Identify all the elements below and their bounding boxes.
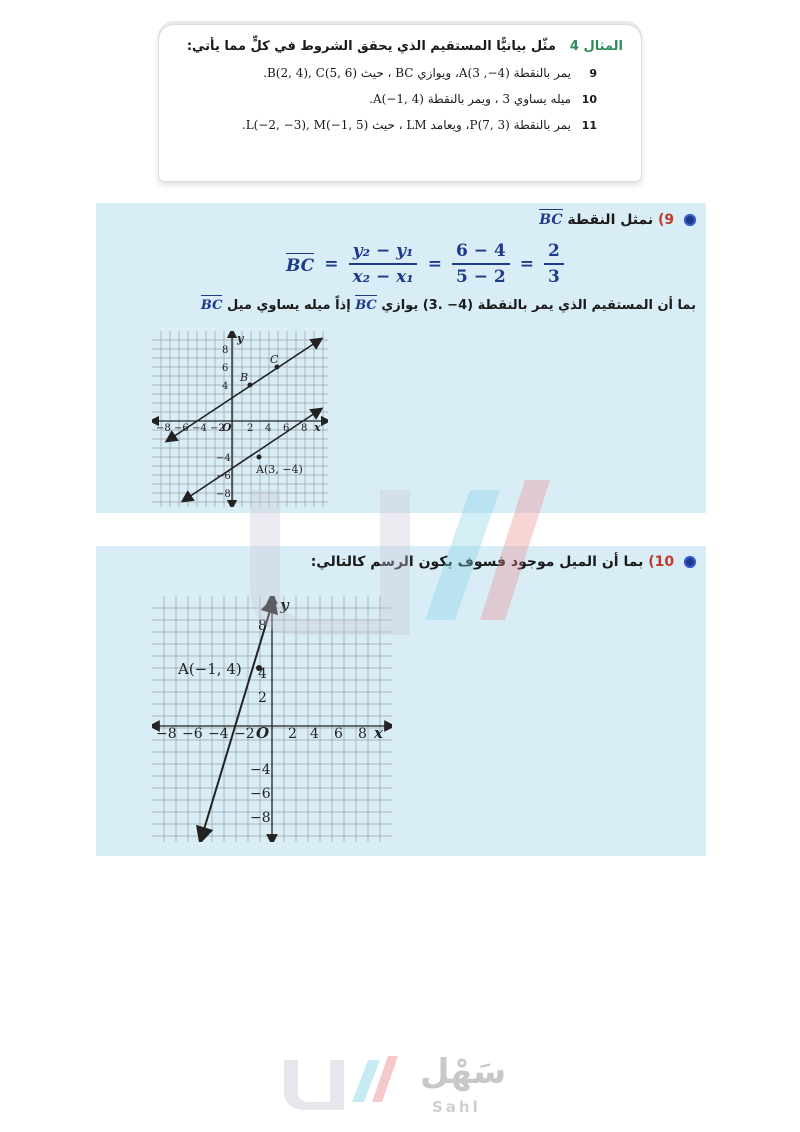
equals-sign: = xyxy=(427,254,442,274)
fraction xyxy=(452,241,510,287)
tick-label-x: 2 xyxy=(288,726,297,742)
bc-vector: BC xyxy=(201,295,223,313)
tick-label-x: −8 xyxy=(156,423,171,434)
exercise-text: ميله يساوي 3 ، ويمر بالنقطة A(−1, 4). xyxy=(369,92,571,106)
tick-label-y: 6 xyxy=(222,363,229,374)
example-label: المثال 4 xyxy=(569,39,623,54)
tick-label-x: 6 xyxy=(283,423,290,434)
tick-label-x: −6 xyxy=(174,423,189,434)
tick-label-y: 2 xyxy=(258,690,267,706)
example-title: مثّل بيانيًّا المستقيم الذي يحقق الشروط في كلٍّ مما يأتي: xyxy=(186,39,556,54)
watermark-logo xyxy=(240,470,560,640)
watermark-small-logo xyxy=(280,1052,400,1112)
exercise-number: 10 xyxy=(581,93,597,106)
fraction-denominator: 5 − 2 xyxy=(455,267,506,287)
fraction xyxy=(544,241,564,287)
solution-9-heading xyxy=(539,209,696,228)
fraction-numerator: 2 xyxy=(544,241,564,265)
tick-label-y: −6 xyxy=(250,786,271,802)
solution-number: 9) xyxy=(657,212,675,228)
bullet-icon xyxy=(684,556,696,568)
watermark-latin: Sahl xyxy=(432,1098,481,1116)
tick-label-x: 8 xyxy=(301,423,308,434)
exercise-text: يمر بالنقطة P(7, 3)، ويعامد LM ، حيث L(−2, −3), M(−1, 5). xyxy=(241,118,571,132)
axis-label-x: x xyxy=(374,724,383,742)
point-a-label: A(3, −4) xyxy=(256,463,303,476)
tick-label-y: 8 xyxy=(258,618,267,634)
axis-label-x: x xyxy=(314,421,321,434)
example-header xyxy=(173,39,623,54)
watermark-brand: سَهْل xyxy=(420,1052,507,1092)
tick-label-x: 2 xyxy=(247,423,254,434)
fraction-denominator: 3 xyxy=(547,267,560,287)
tick-label-x: 4 xyxy=(265,423,272,434)
point-b xyxy=(248,383,253,388)
axis-label-y: y xyxy=(237,332,244,345)
equals-sign: = xyxy=(324,254,339,274)
tick-label-x: −4 xyxy=(192,423,207,434)
tick-label-x: −4 xyxy=(208,726,229,742)
solution-9-panel xyxy=(96,203,706,513)
statement-part-a: بما أن المستقيم الذي يمر بالنقطة (4− .3) يوازي xyxy=(381,298,696,313)
bc-vector: BC xyxy=(539,209,562,228)
axis-label-y: y xyxy=(280,596,289,614)
point-b-label: B xyxy=(240,371,249,384)
origin-label: O xyxy=(256,724,270,742)
fraction-numerator: y₂ − y₁ xyxy=(349,241,418,265)
exercise-text: يمر بالنقطة (4−, 3)A، ويوازي BC ، حيث B(2, 4), C(5, 6). xyxy=(263,66,571,80)
tick-label-y: −6 xyxy=(216,471,231,482)
tick-label-y: −8 xyxy=(250,810,271,826)
tick-label-x: 8 xyxy=(358,726,367,742)
tick-label-x: −2 xyxy=(234,726,255,742)
tick-label-x: 4 xyxy=(310,726,319,742)
point-a-label: A(−1, 4) xyxy=(178,660,242,678)
heading-text: بما أن الميل موجود فسوف يكون الرسم كالتالي: xyxy=(310,554,644,570)
tick-label-y: −4 xyxy=(216,453,231,464)
tick-label-y: 4 xyxy=(258,666,267,682)
bullet-icon xyxy=(684,214,696,226)
exercise-item xyxy=(173,92,623,106)
exercise-item xyxy=(173,118,623,132)
tick-label-x: −2 xyxy=(210,423,225,434)
heading-text: نمثل النقطة xyxy=(567,212,654,228)
formula-lhs: BC xyxy=(286,253,314,276)
tick-label-y: 8 xyxy=(222,345,229,356)
solution-number: 10) xyxy=(648,554,675,570)
tick-label-y: −8 xyxy=(216,489,231,500)
example-card xyxy=(158,24,642,182)
point-c-label: C xyxy=(270,353,279,366)
exercise-number: 11 xyxy=(581,119,597,132)
fraction xyxy=(348,241,417,287)
origin-label: O xyxy=(222,421,232,434)
fraction-numerator: 6 − 4 xyxy=(452,241,510,265)
equals-sign: = xyxy=(519,254,534,274)
tick-label-x: −8 xyxy=(156,726,177,742)
tick-label-y: −4 xyxy=(250,762,271,778)
point-a xyxy=(257,455,262,460)
bc-vector: BC xyxy=(355,295,377,313)
tick-label-x: 6 xyxy=(334,726,343,742)
tick-label-x: −6 xyxy=(182,726,203,742)
statement-part-b: إذاً ميله يساوي ميل xyxy=(227,298,351,313)
solution-9-statement xyxy=(201,295,696,313)
exercise-number: 9 xyxy=(589,67,597,80)
slope-formula xyxy=(286,241,564,287)
tick-label-y: 4 xyxy=(222,381,229,392)
fraction-denominator: x₂ − x₁ xyxy=(352,267,414,287)
exercise-item xyxy=(173,66,623,80)
